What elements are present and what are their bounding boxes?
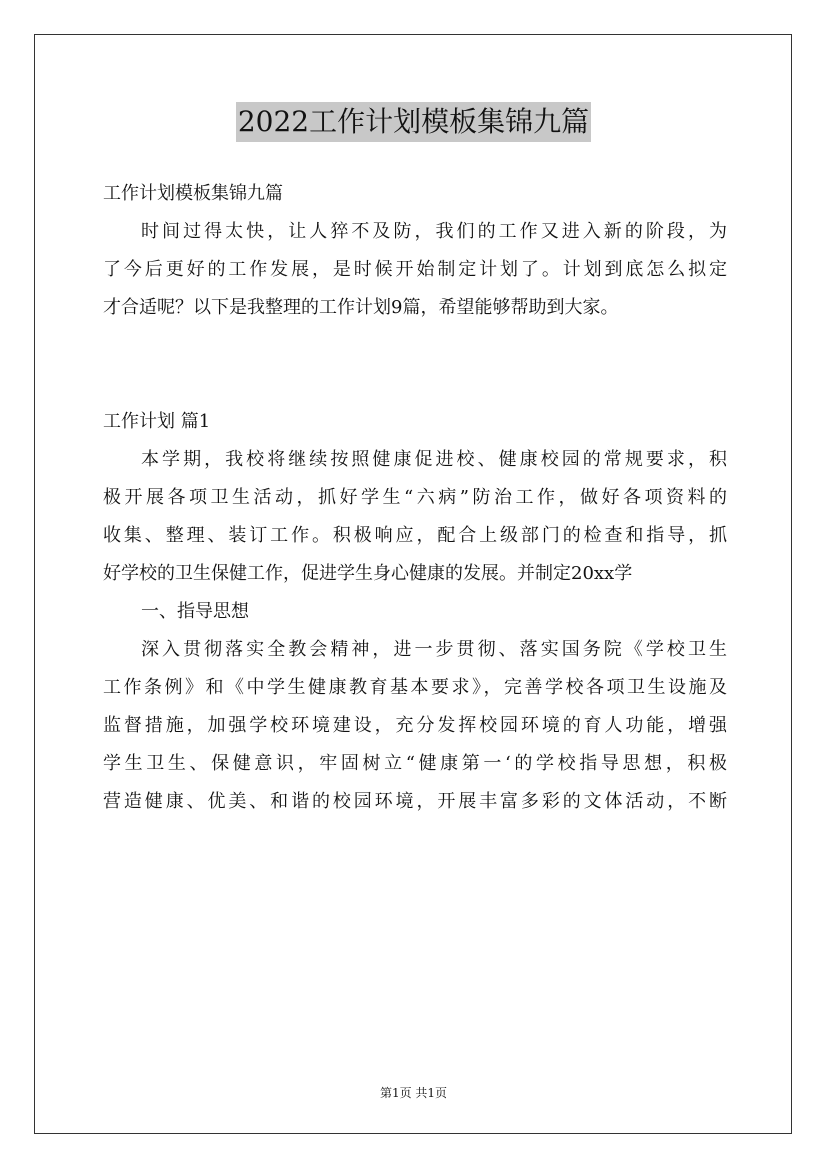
- blank-line: [103, 365, 727, 403]
- paragraph-line: 收集、整理、装订工作。积极响应，配合上级部门的检查和指导，抓: [103, 525, 727, 546]
- paragraph-line: 深入贯彻落实全教会精神，进一步贯彻、落实国务院《学校卫生: [141, 639, 727, 660]
- blank-line: [103, 327, 727, 365]
- paragraph-line: 监督措施，加强学校环境建设，充分发挥校园环境的育人功能，增强: [103, 715, 727, 736]
- paragraph-line: 工作条例》和《中学生健康教育基本要求》，完善学校各项卫生设施及: [103, 677, 727, 698]
- paragraph-line: 本学期，我校将继续按照健康促进校、健康校园的常规要求，积: [141, 449, 727, 470]
- paragraph-line: 了今后更好的工作发展，是时候开始制定计划了。计划到底怎么拟定: [103, 259, 727, 280]
- title-container: [0, 102, 827, 142]
- paragraph-line: 时间过得太快，让人猝不及防，我们的工作又进入新的阶段，为: [141, 221, 727, 242]
- document-title: 2022工作计划模板集锦九篇: [236, 102, 591, 142]
- paragraph-line: 极开展各项卫生活动，抓好学生“六病”防治工作，做好各项资料的: [103, 487, 727, 508]
- paragraph-line: 好学校的卫生保健工作，促进学生身心健康的发展。并制定20xx学: [103, 563, 633, 584]
- paragraph-line: 营造健康、优美、和谐的校园环境，开展丰富多彩的文体活动，不断: [103, 791, 727, 812]
- page-footer: 第1页 共1页: [379, 1086, 448, 1100]
- section-heading: 工作计划 篇1: [103, 411, 211, 432]
- document-body: [103, 175, 727, 821]
- subsection-heading: 一、指导思想: [141, 601, 249, 622]
- subtitle-line: 工作计划模板集锦九篇: [103, 183, 283, 204]
- paragraph-line: 学生卫生、保健意识，牢固树立“健康第一‘的学校指导思想，积极: [103, 753, 727, 774]
- paragraph-line: 才合适呢？以下是我整理的工作计划9篇，希望能够帮助到大家。: [103, 297, 619, 318]
